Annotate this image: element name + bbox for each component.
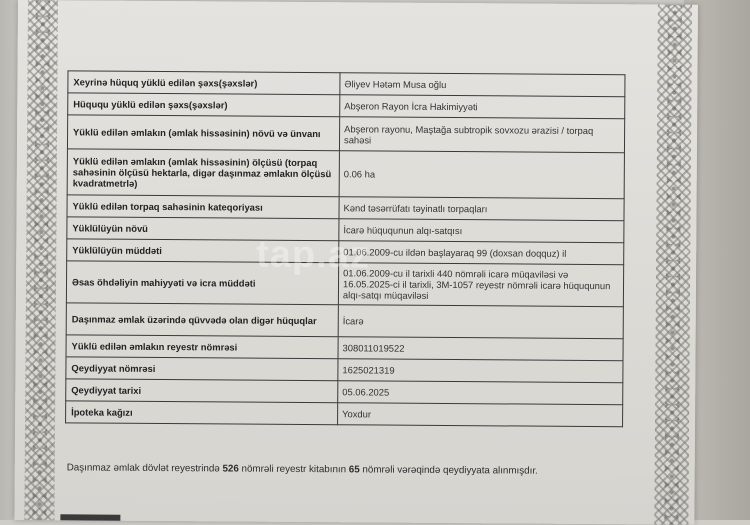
row-value: Əliyev Hətəm Musa oğlu [340,73,625,97]
encumbrance-table [65,70,625,427]
footer-part-1: Daşınmaz əmlak dövlət reyestrində [66,462,223,475]
row-label: Qeydiyyat tarixi [66,379,338,403]
table-row [66,261,623,307]
row-label: Yüklü edilən əmlakın reyestr nömrəsi [66,335,338,359]
row-label: Qeydiyyat nömrəsi [66,357,338,381]
row-label: Yüklülüyün növü [67,217,339,241]
row-label: İpoteka kağızı [66,401,338,425]
table-row [67,149,624,199]
row-value: 01.06.2009-cu il tarixli 440 nömrəli icarə müqaviləsi və 16.05.2025-ci il tarixli, 3M-1057 reyestr nömrəli icarə hüququnun alqı-satqı müqaviləsi [338,263,623,307]
footer-part-2: nömrəli reyestr kitabının [238,463,349,476]
row-value: 308011019522 [338,337,623,361]
row-value: Kənd təsərrüfatı təyinatlı torpaqları [339,197,624,221]
row-value: Abşeron rayonu, Maştağa subtropik sovxozu ərazisi / torpaq sahəsi [339,117,624,153]
document-paper [14,0,698,525]
table-row [67,115,624,153]
row-value: 1625021319 [338,359,623,383]
row-label: Hüququ yüklü edilən şəxs(şəxslər) [68,93,340,117]
row-value: Yoxdur [338,403,623,427]
footer-part-3: nömrəli vərəqində qeydiyyata alınmışdır. [359,464,538,477]
table-row [66,303,623,339]
row-value: İcarə [338,305,623,339]
decorative-border-left [24,0,58,520]
table-row [66,401,623,427]
row-value: Abşeron Rayon İcra Hakimiyyəti [340,95,625,119]
row-label: Yüklü edilən əmlakın (əmlak hissəsinin) ölçüsü (torpaq sahəsinin ölçüsü hektarla, digər daşınmaz əmlakın ölçüsü kvadratmetrlə) [67,149,339,197]
decorative-border-right [654,4,692,524]
row-value: 0.06 ha [339,151,624,199]
row-value: 05.06.2025 [338,381,623,405]
row-label: Xeyrinə hüquq yüklü edilən şəxs(şəxslər) [68,71,340,95]
row-label: Yüklülüyün müddəti [67,239,339,263]
watermark-text: tap.az [256,233,371,277]
registry-footer-text [67,462,637,477]
row-label: Yüklü edilən torpaq sahəsinin kateqoriyası [67,195,339,219]
row-value: 01.06.2009-cu ildən başlayaraq 99 (doxsan doqquz) il [339,241,624,265]
row-value: İcarə hüququnun alqı-satqısı [339,219,624,243]
row-label: Daşınmaz əmlak üzərində qüvvədə olan digər hüquqlar [66,303,338,337]
row-label: Yüklü edilən əmlakın (əmlak hissəsinin) növü və ünvanı [67,115,339,151]
registry-page-number: 65 [348,464,360,476]
registry-book-number: 526 [222,463,239,475]
row-label: Əsas öhdəliyin mahiyyəti və icra müddəti [66,261,338,305]
